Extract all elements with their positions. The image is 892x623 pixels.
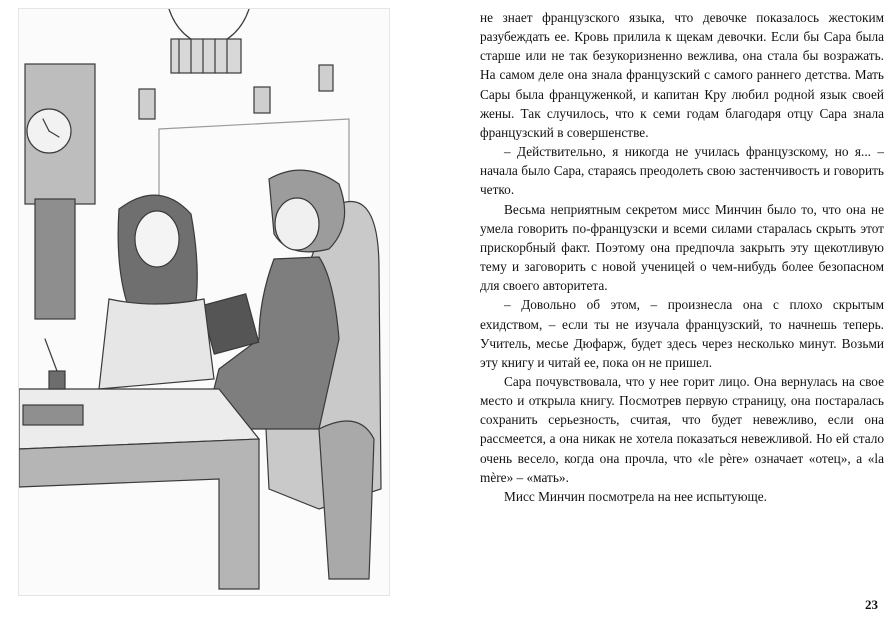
illustration-drawing (19, 9, 389, 595)
chandelier (139, 9, 333, 119)
governess-figure (201, 170, 344, 429)
girl-figure (99, 195, 214, 389)
paragraph: Мисс Минчин посмотрела на нее испытующе. (504, 488, 767, 504)
grandfather-clock (25, 64, 95, 319)
book-illustration (18, 8, 390, 596)
paragraph: – Довольно об этом, – произнесла она с плохо скрытым ехидством, – если ты не изучала французский, то начнешь теперь. Учитель, месье Дюфарж, будет здесь через несколько минут. Возьми эту книгу и читай ее, пока он не пришел. (480, 297, 884, 370)
paragraph: – Действительно, я никогда не училась французскому, но я... – начала было Сара, стараясь преодолеть свою застенчивость и говорить четко. (480, 144, 884, 198)
page-number: 23 (865, 597, 878, 612)
paragraph: Весьма неприятным секретом мисс Минчин было то, что она не умела говорить по-французски и всеми силами старалась скрыть этот прискорбный факт. Поэтому она предпочла закрыть эту щекотливую тему и заговорить с новой ученицей о чем-нибудь более безопасном для своего авторитета. (480, 201, 884, 294)
paragraph: Сара почувствовала, что у нее горит лицо. Она вернулась на свое место и открыла книгу. Посмотрев первую страницу, она постаралась сохранить серьезность, считая, что будет невежливо, если она рассмеется, а она никак не хотела показаться невежливой. Но ей стало очень весело, когда она прочла, что «le père» означает «отец», а «la mère» – «мать». (480, 373, 884, 485)
page-text (480, 8, 884, 506)
paragraph: не знает французского языка, что девочке показалось жестоким разубеждать ее. Кровь прилила к щекам девочки. Если бы Сара была старше или не так безукоризненно вежлива, она стала бы возражать. На самом деле она знала французский с самого раннего детства. Мать Сары была француженкой, и капитан Кру любил родной язык своей жены. Так случилось, что к семи годам благодаря отцу Сара знала французский в совершенстве. (480, 10, 884, 140)
